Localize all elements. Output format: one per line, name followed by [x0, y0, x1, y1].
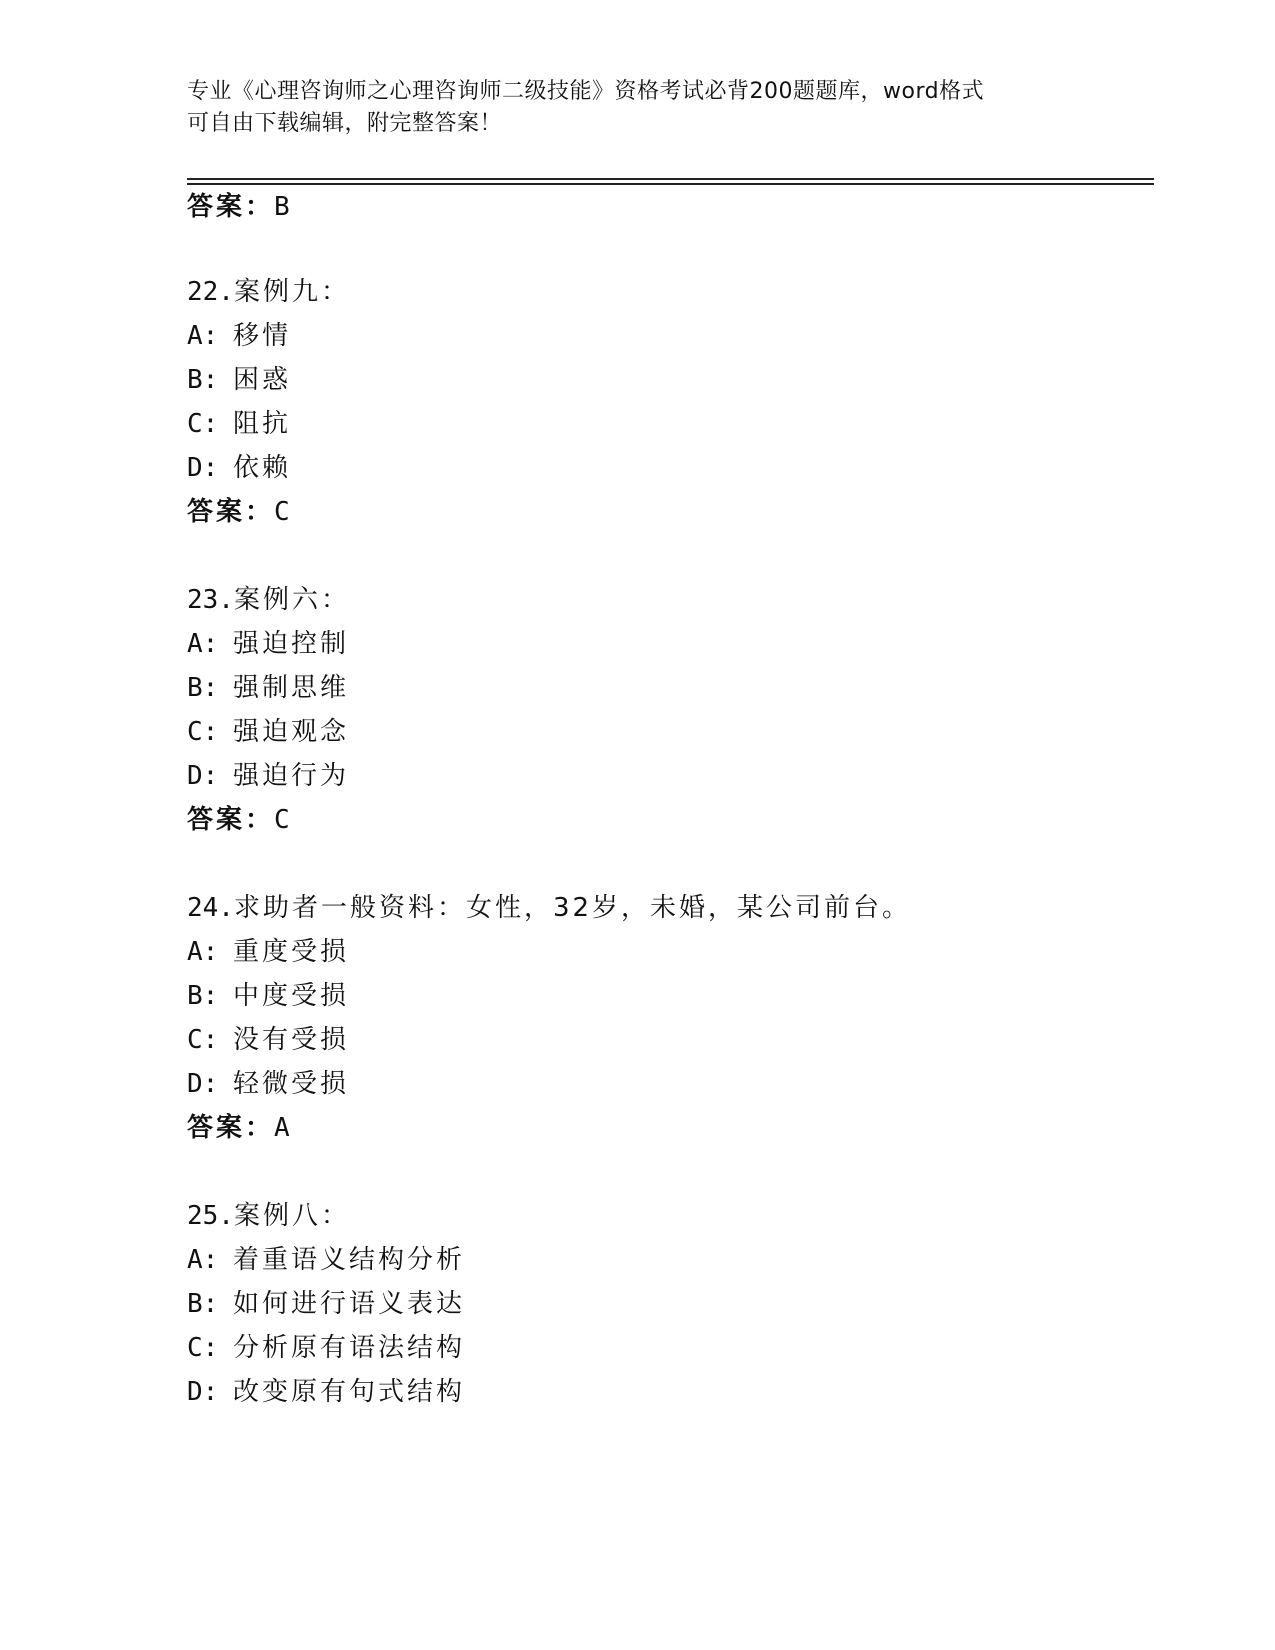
option-label: C: [187, 1333, 219, 1363]
answer-value: B [274, 192, 293, 222]
answer-value: C [274, 805, 293, 835]
option-text: 强迫控制 [233, 629, 350, 659]
option-a [187, 935, 349, 969]
option-c [187, 715, 349, 749]
option-label: A: [187, 629, 219, 659]
option-label: D: [187, 1069, 219, 1099]
header-divider-bottom [187, 183, 1154, 185]
answer-line [187, 495, 293, 529]
option-c [187, 1331, 465, 1365]
answer-label: 答案： [187, 497, 275, 527]
option-c [187, 407, 291, 441]
answer-label: 答案： [187, 192, 275, 222]
option-label: D: [187, 453, 219, 483]
option-text: 强制思维 [233, 673, 350, 703]
option-d [187, 759, 349, 793]
header-line-1: 专业《心理咨询师之心理咨询师二级技能》资格考试必背200题题库，word格式 [187, 79, 985, 104]
option-text: 重度受损 [233, 937, 350, 967]
option-d [187, 1067, 349, 1101]
question-text: 案例九： [233, 277, 350, 307]
option-text: 如何进行语义表达 [233, 1289, 466, 1319]
question-stem [187, 275, 350, 309]
option-label: B: [187, 981, 219, 1011]
option-d [187, 1375, 465, 1409]
option-text: 分析原有语法结构 [233, 1333, 466, 1363]
answer-line [187, 1111, 293, 1145]
option-label: A: [187, 1245, 219, 1275]
question-stem [187, 891, 911, 925]
option-text: 移情 [233, 321, 292, 351]
answer-value: C [274, 497, 293, 527]
option-text: 阻抗 [233, 409, 292, 439]
document-header [187, 76, 1087, 140]
option-text: 困惑 [233, 365, 292, 395]
option-a [187, 1243, 465, 1277]
answer-line [187, 803, 293, 837]
option-text: 着重语义结构分析 [233, 1245, 466, 1275]
option-label: A: [187, 937, 219, 967]
answer-line [187, 190, 293, 224]
option-label: B: [187, 365, 219, 395]
header-divider-top [187, 178, 1154, 180]
option-text: 中度受损 [233, 981, 350, 1011]
option-d [187, 451, 291, 485]
option-label: B: [187, 1289, 219, 1319]
question-number: 25. [187, 1201, 234, 1231]
answer-label: 答案： [187, 1113, 275, 1143]
question-stem [187, 583, 350, 617]
question-number: 23. [187, 585, 234, 615]
option-text: 强迫行为 [233, 761, 350, 791]
question-text: 案例八： [233, 1201, 350, 1231]
question-text: 案例六： [233, 585, 350, 615]
option-b [187, 671, 349, 705]
option-label: B: [187, 673, 219, 703]
option-a [187, 627, 349, 661]
question-number: 22. [187, 277, 234, 307]
option-label: D: [187, 761, 219, 791]
header-line-2: 可自由下载编辑，附完整答案！ [187, 111, 503, 136]
option-text: 轻微受损 [233, 1069, 350, 1099]
question-stem [187, 1199, 350, 1233]
option-a [187, 319, 291, 353]
option-text: 强迫观念 [233, 717, 350, 747]
option-label: C: [187, 409, 219, 439]
option-b [187, 979, 349, 1013]
option-b [187, 363, 291, 397]
option-b [187, 1287, 465, 1321]
option-label: A: [187, 321, 219, 351]
answer-value: A [274, 1113, 293, 1143]
option-label: D: [187, 1377, 219, 1407]
option-text: 改变原有句式结构 [233, 1377, 466, 1407]
answer-label: 答案： [187, 805, 275, 835]
option-text: 没有受损 [233, 1025, 350, 1055]
option-c [187, 1023, 349, 1057]
question-text: 求助者一般资料：女性，32岁，未婚，某公司前台。 [233, 893, 912, 923]
option-label: C: [187, 1025, 219, 1055]
question-number: 24. [187, 893, 234, 923]
option-label: C: [187, 717, 219, 747]
option-text: 依赖 [233, 453, 292, 483]
